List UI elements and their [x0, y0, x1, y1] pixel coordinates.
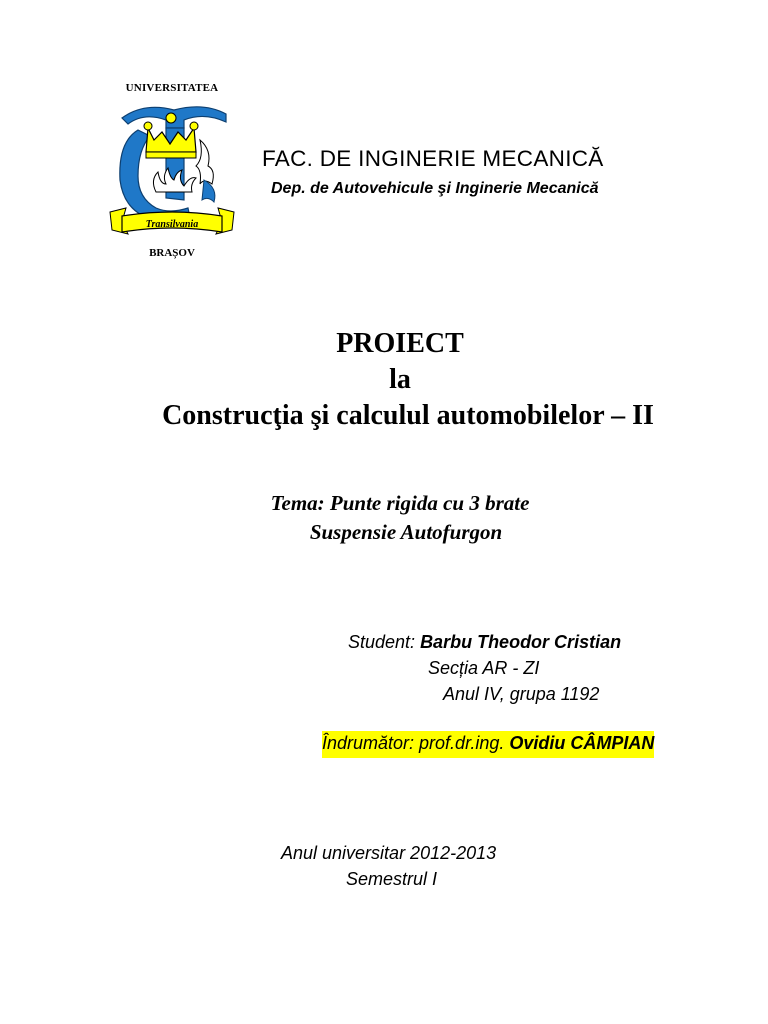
- theme-subline: Suspensie Autofurgon: [309, 520, 503, 544]
- department-name: Dep. de Autovehicule şi Inginerie Mecanică: [271, 180, 599, 197]
- theme-line: Tema: Punte rigida cu 3 brate: [270, 491, 530, 515]
- student-label: Student:: [348, 632, 421, 652]
- student-line: [348, 632, 621, 653]
- university-logo: [104, 80, 240, 260]
- project-title: PROIECT: [336, 328, 464, 359]
- supervisor-label: Îndrumător: prof.dr.ing.: [322, 733, 510, 753]
- logo-bottom-text: BRAȘOV: [149, 247, 195, 259]
- student-name: Barbu Theodor Cristian: [420, 632, 622, 652]
- student-section: Secția AR - ZI: [428, 658, 540, 678]
- logo-ribbon-text: Transilvania: [145, 219, 199, 230]
- course-name: Construcţia şi calculul automobilelor – II: [162, 400, 654, 431]
- faculty-name: FAC. DE INGINERIE MECANICĂ: [262, 146, 604, 171]
- supervisor-name: Ovidiu CÂMPIAN: [509, 733, 655, 753]
- student-year-group: Anul IV, grupa 1192: [443, 684, 600, 704]
- logo-top-text: UNIVERSITATEA: [125, 82, 219, 94]
- supervisor-line: [322, 731, 654, 758]
- logo-emblem: [104, 80, 240, 260]
- academic-year: Anul universitar 2012-2013: [281, 843, 497, 863]
- project-title-la: la: [389, 364, 411, 395]
- semester: Semestrul I: [346, 869, 438, 889]
